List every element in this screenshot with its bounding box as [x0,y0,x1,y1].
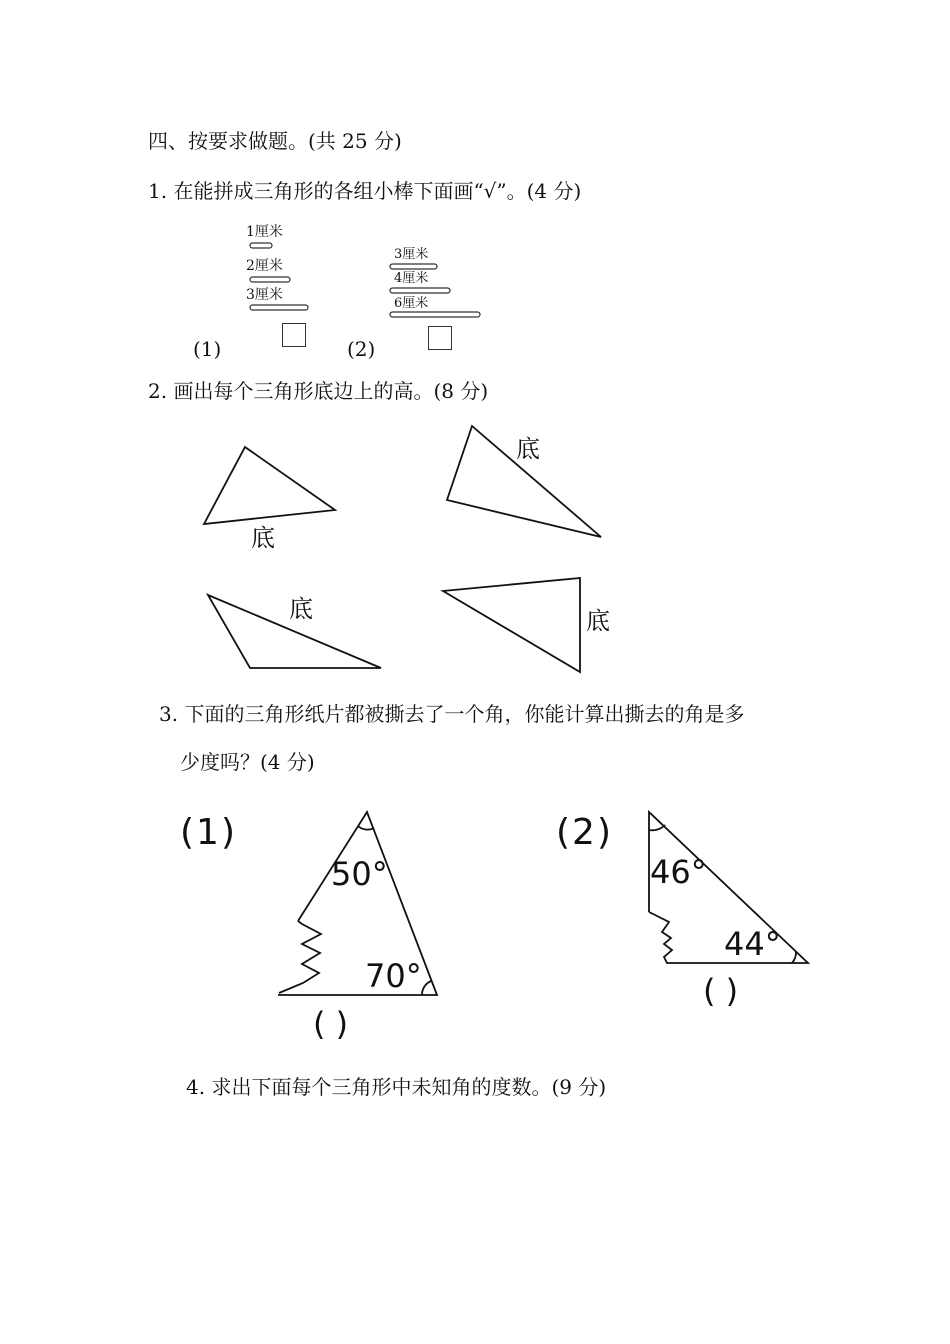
figure-2-label: (2) [556,812,613,853]
figure-1-angle-right: 70° [365,957,422,995]
base-label-c: 底 [289,595,313,623]
section-title: 四、按要求做题。(共 25 分) [148,129,402,153]
question-3-text-line1: 3. 下面的三角形纸片都被撕去了一个角，你能计算出撕去的角是多 [159,702,745,726]
base-label-d: 底 [586,607,610,635]
question-1-text: 1. 在能拼成三角形的各组小棒下面画“√”。(4 分) [148,179,582,203]
stick-3cm [250,305,308,310]
figure-2-angle-right: 44° [724,925,781,963]
base-label-a: 底 [251,524,275,552]
question-3-text-line2: 少度吗？(4 分) [180,750,315,774]
figure-1-angle-top: 50° [331,855,388,893]
figure-2-answer-blank[interactable]: ( ) [703,972,739,1010]
stick-group-2 [390,264,480,317]
base-label-b: 底 [516,435,540,463]
stick-2cm [250,277,290,282]
stick-label-3cm-b: 3厘米 [394,247,429,262]
group-1-label: (1) [193,337,222,361]
stick-3cm-b [390,264,437,269]
stick-4cm [390,288,450,293]
stick-group-1 [250,243,308,310]
triangle-a [204,447,335,524]
stick-6cm [390,312,480,317]
stick-label-1cm: 1厘米 [246,224,283,240]
stick-label-3cm: 3厘米 [246,287,283,303]
stick-1cm [250,243,272,248]
stick-label-6cm: 6厘米 [394,296,429,311]
stick-label-4cm: 4厘米 [394,271,429,286]
group-2-label: (2) [347,337,376,361]
figure-1-label: (1) [180,812,237,853]
triangle-d [443,578,580,672]
question-4-text: 4. 求出下面每个三角形中未知角的度数。(9 分) [186,1075,607,1099]
figure-2-angle-top: 46° [650,853,707,891]
question-2-text: 2. 画出每个三角形底边上的高。(8 分) [148,379,489,403]
stick-label-2cm: 2厘米 [246,258,283,274]
figure-1-answer-blank[interactable]: ( ) [313,1005,349,1043]
